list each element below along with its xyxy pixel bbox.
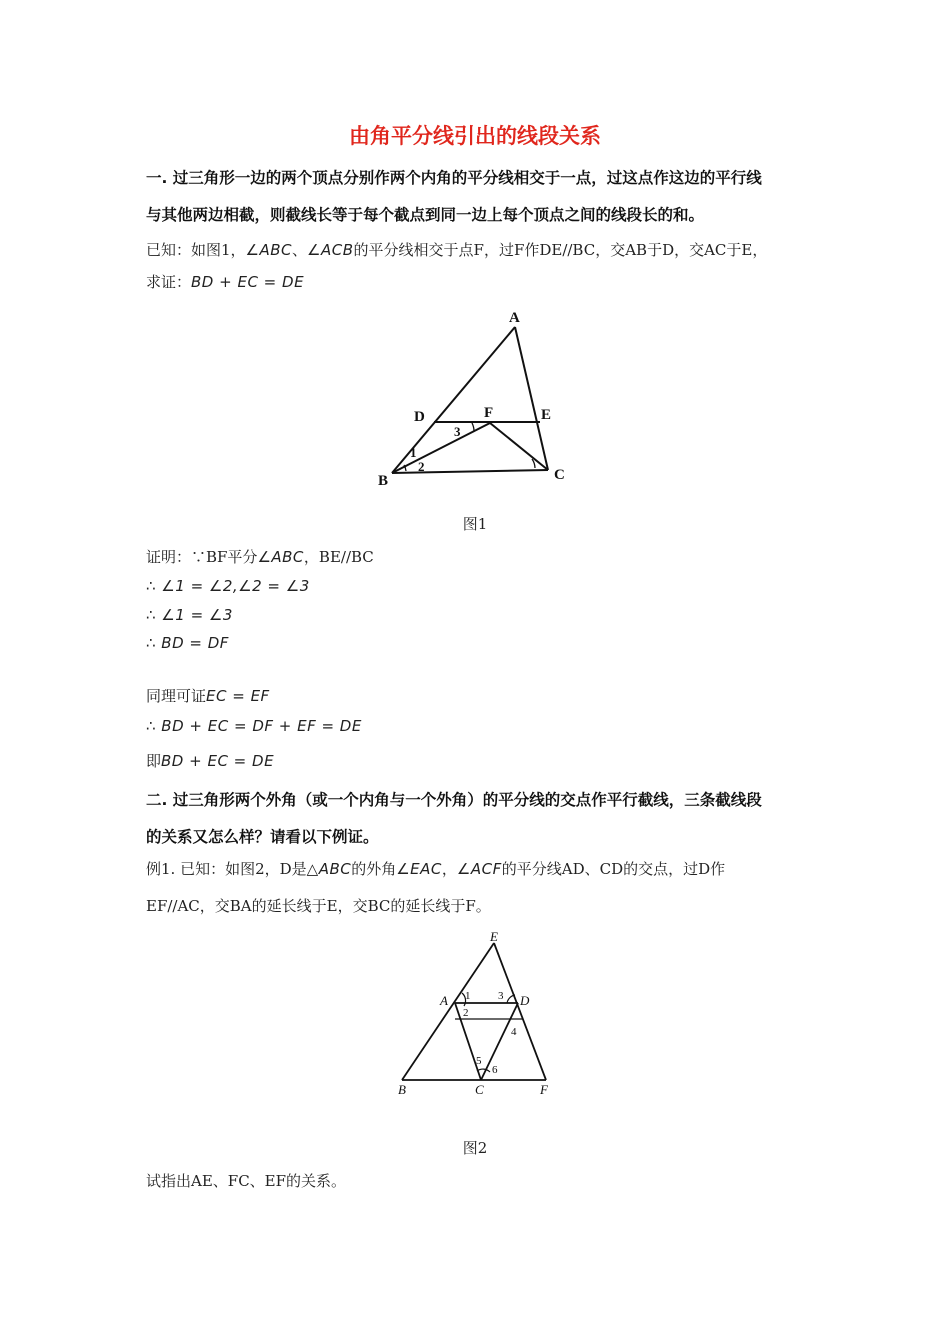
proof-line1-suffix: ，BE//BC [303,548,374,566]
question-text: 试指出AE、FC、EF的关系。 [146,1172,347,1190]
label-a: A [509,310,520,326]
example-rest: 的平分线AD、CD的交点，过D作 [501,860,726,878]
proof-line7-expression: BD + EC = DE [161,752,275,770]
label-e: E [541,407,552,423]
fig2-label-e: E [490,929,498,944]
proof-line3: ∴ ∠1 = ∠3 [146,606,233,624]
example-prefix: 例1. 已知：如图2，D是 [146,860,307,878]
label-f: F [484,405,494,421]
label-d: D [414,409,425,425]
proof-line1-prefix: 证明：∵BF平分 [146,548,258,566]
prove-line [146,271,304,292]
section2-heading-line1: 二. 过三角形两个外角（或一个内角与一个外角）的平分线的交点作平行截线，三条截线段 [146,791,762,809]
bisector-bf [392,423,490,473]
side-bc [392,470,548,473]
fig2-label-f: F [540,1082,548,1097]
given-angle-abc: ∠ABC [245,241,293,259]
section1-heading-line2: 与其他两边相截，则截线长等于每个截点到同一边上每个顶点之间的线段长的和。 [146,206,705,224]
section2-heading-line2: 的关系又怎么样？请看以下例证。 [146,828,379,846]
proof-line5-prefix: 同理可证 [146,687,207,705]
fig2-angle6: 6 [492,1064,498,1076]
page-title: 由角平分线引出的线段关系 [349,124,601,148]
proof-line1-angle: ∠ABC [257,548,304,566]
given-angle-acb: ∠ACB [307,241,354,259]
example-angle-eac: ∠EAC [396,860,442,878]
given-sep: 、 [292,241,308,259]
example-line1 [146,858,725,879]
fig2-label-c: C [475,1082,484,1097]
label-angle3: 3 [454,424,461,439]
fig2-angle4: 4 [511,1026,517,1038]
figure1-caption: 图1 [462,515,488,533]
example-triangle: △ABC [306,860,352,878]
prove-prefix: 求证： [146,273,192,291]
proof-line5 [146,685,270,706]
prove-expression: BD + EC = DE [191,273,305,291]
proof-line1 [146,546,374,567]
proof-line6: ∴ BD + EC = DF + EF = DE [146,717,362,735]
proof-line5-expression: EC = EF [206,687,270,705]
label-c: C [554,467,565,483]
fig2-angle1: 1 [465,990,471,1002]
label-angle1: 1 [410,445,417,460]
fig2-angle3: 3 [498,990,504,1002]
proof-line7 [146,750,274,771]
label-angle2: 2 [418,459,425,474]
proof-line4: ∴ BD = DF [146,634,229,652]
fig2-label-d: D [520,993,530,1008]
line-ef [494,943,546,1080]
fig2-label-b: B [398,1082,406,1097]
example-sep: ， [441,860,457,878]
section1-heading-line1: 一. 过三角形一边的两个顶点分别作两个内角的平分线相交于一点，过这点作这边的平行线 [146,169,762,187]
line-dc [481,1003,518,1080]
example-line2: EF//AC，交BA的延长线于E，交BC的延长线于F。 [146,897,491,915]
figure2-diagram [390,928,560,1098]
example-angle-acf: ∠ACF [456,860,502,878]
given-line [146,239,767,260]
example-mid: 的外角 [351,860,397,878]
figure2-caption: 图2 [462,1139,488,1157]
fig2-label-a: A [440,993,448,1008]
fig2-angle5: 5 [476,1055,482,1067]
given-prefix: 已知：如图1， [146,241,246,259]
label-b: B [378,473,389,489]
proof-line7-prefix: 即 [146,752,162,770]
figure1-diagram [370,305,580,490]
proof-line2: ∴ ∠1 = ∠2,∠2 = ∠3 [146,577,310,595]
fig2-angle2: 2 [463,1007,469,1019]
given-rest: 的平分线相交于点F，过F作DE//BC，交AB于D，交AC于E， [353,241,768,259]
angle-arc-f [472,423,474,431]
